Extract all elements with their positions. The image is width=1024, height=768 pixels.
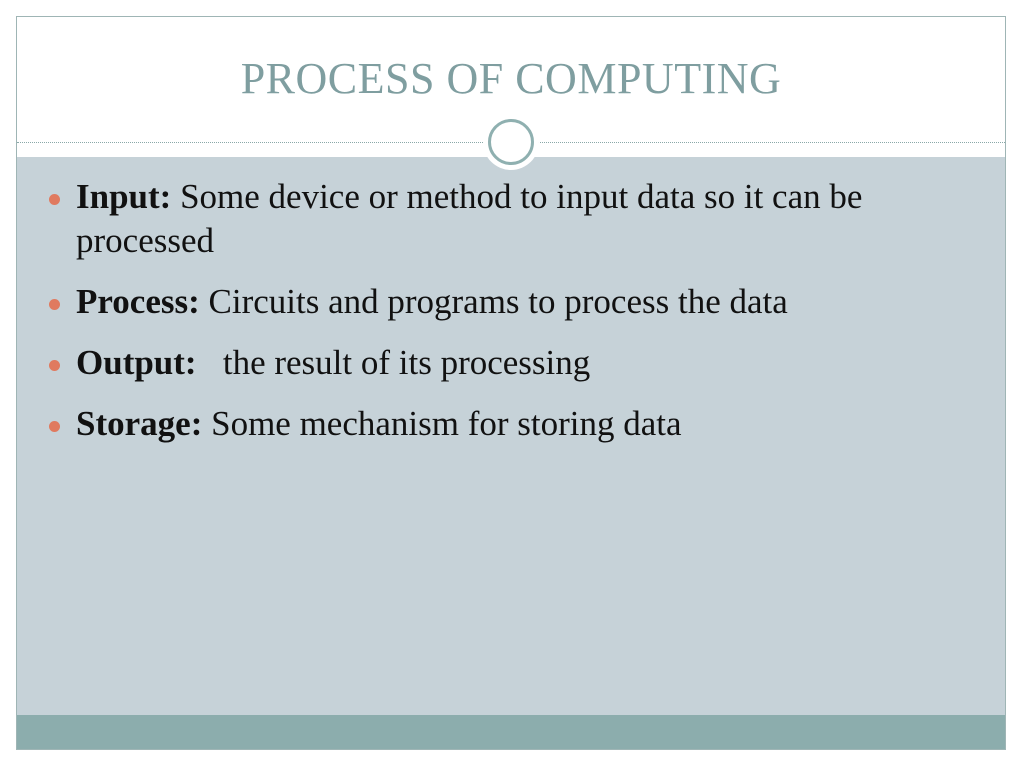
slide [16, 16, 1006, 750]
footer-bar [17, 715, 1005, 750]
bullet-text: Some mechanism for storing data [202, 404, 682, 443]
bullet-dot-icon [49, 194, 60, 205]
bullet-item-process [49, 280, 949, 324]
bullet-term: Input: [76, 177, 172, 216]
bullet-term: Storage: [76, 404, 203, 443]
slide-title: PROCESS OF COMPUTING [240, 54, 782, 103]
bullet-dot-icon [49, 360, 60, 371]
bullet-text: Some device or method to input data so it can be processed [76, 177, 863, 260]
bullet-text: Circuits and programs to process the data [199, 282, 788, 321]
circle-ring [488, 119, 534, 165]
bullet-list [49, 175, 949, 463]
bullet-dot-icon [49, 299, 60, 310]
bullet-term: Process: [76, 282, 200, 321]
bullet-item-input [49, 175, 949, 263]
bullet-term: Output: [76, 343, 197, 382]
circle-ornament-icon [483, 114, 539, 170]
bullet-dot-icon [49, 421, 60, 432]
bullet-text: the result of its processing [196, 343, 591, 382]
bullet-item-output [49, 341, 949, 385]
bullet-item-storage [49, 402, 949, 446]
